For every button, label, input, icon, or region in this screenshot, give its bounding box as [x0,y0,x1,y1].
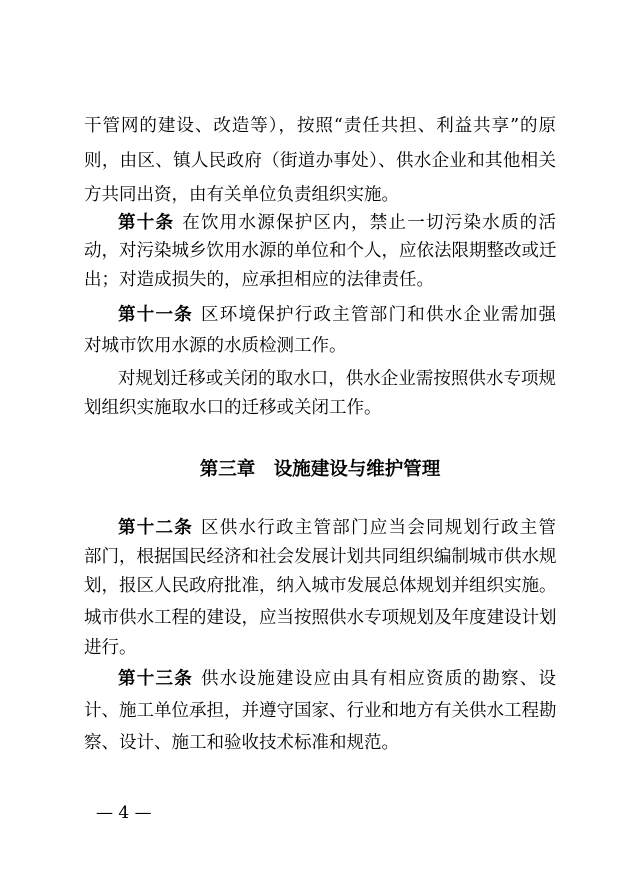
chapter-heading: 第三章 设施建设与维护管理 [199,459,441,480]
article-13-first-line [84,669,556,691]
text-segment: 区供水行政主管部门应当会同规划行政主管 [201,518,556,538]
text-line: 动，对污染城乡饮用水源的单位和个人，应依法限期整改或迁 [84,241,557,261]
text-line: 察、设计、施工和验收技术标准和规范。 [84,733,399,753]
text-line: 出；对造成损失的，应承担相应的法律责任。 [84,270,434,290]
article-number: 第十二条 [118,518,193,538]
text-line: 则，由区、镇人民政府（街道办事处）、供水企业和其他相关 [84,151,556,171]
article-number: 第十一条 [118,305,193,325]
article-12-first-line [84,518,556,540]
text-line: 方共同出资，由有关单位负责组织实施。 [84,185,399,205]
text-line: 划，报区人民政府批准，纳入城市发展总体规划并组织实施。 [84,576,557,596]
text-segment: 在饮用水源保护区内，禁止一切污染水质的活 [182,213,556,233]
article-number: 第十条 [118,213,175,233]
text-line: 干管网的建设、改造等），按照“责任共担、利益共享”的原 [84,116,556,136]
text-line: 对规划迁移或关闭的取水口，供水企业需按照供水专项规 [118,369,556,389]
text-segment: 供水设施建设应由具有相应资质的勘察、设 [201,669,556,689]
article-number: 第十三条 [118,669,193,689]
text-segment: 区环境保护行政主管部门和供水企业需加强 [201,305,556,325]
text-line: 城市供水工程的建设，应当按照供水专项规划及年度建设计划 [84,608,557,628]
page-number: — 4 — [96,803,152,823]
article-11-first-line [84,305,556,327]
text-line: 划组织实施取水口的迁移或关闭工作。 [84,398,382,418]
text-line: 对城市饮用水源的水质检测工作。 [84,336,347,356]
text-line: 计、施工单位承担，并遵守国家、行业和地方有关供水工程勘 [84,701,557,721]
article-10-first-line [84,213,556,235]
text-line: 部门，根据国民经济和社会发展计划共同组织编制城市供水规 [84,547,557,567]
text-line: 进行。 [84,638,137,658]
